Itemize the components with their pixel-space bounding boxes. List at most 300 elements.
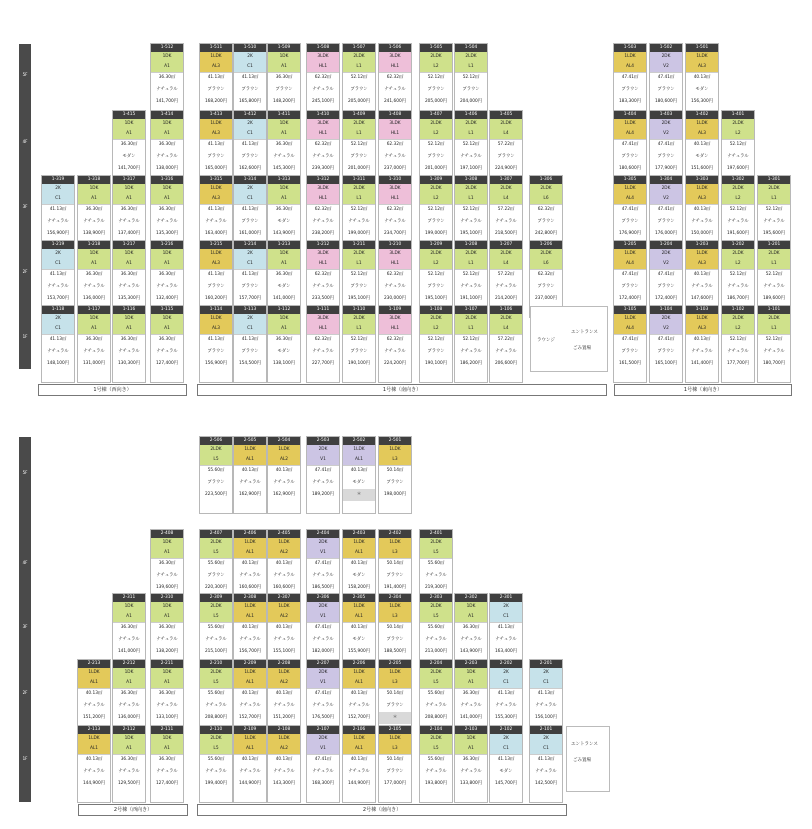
unit-plan-code: A1 bbox=[455, 744, 487, 755]
unit-number: 1-203 bbox=[686, 241, 718, 249]
unit-number: 1-312 bbox=[307, 176, 339, 184]
unit-2-204[interactable] bbox=[420, 660, 452, 736]
b2-floor-2: 2F bbox=[22, 690, 28, 695]
unit-rent: 204,000円 bbox=[459, 99, 483, 104]
unit-layout: 3LDK bbox=[379, 314, 411, 325]
unit-2-205[interactable] bbox=[379, 660, 411, 736]
unit-2-107[interactable] bbox=[307, 726, 339, 802]
unit-area: 41.13㎡ bbox=[49, 207, 67, 212]
unit-layout: 3LDK bbox=[379, 184, 411, 195]
unit-rent: 218,500円 bbox=[494, 231, 518, 236]
unit-2-203[interactable] bbox=[455, 660, 487, 736]
unit-layout: 2DK bbox=[650, 249, 682, 260]
unit-number: 1-511 bbox=[200, 44, 232, 52]
unit-color-scheme: ナチュラル bbox=[460, 219, 482, 224]
unit-plan-code: V2 bbox=[650, 129, 682, 140]
b2-floor-4: 4F bbox=[22, 560, 28, 565]
unit-color-scheme: ナチュラル bbox=[535, 769, 557, 774]
unit-layout: 1LDK bbox=[343, 538, 375, 549]
unit-number: 1-107 bbox=[455, 306, 487, 314]
unit-1-501[interactable] bbox=[686, 44, 718, 120]
unit-2-301[interactable] bbox=[490, 594, 522, 670]
unit-color-scheme: ナチュラル bbox=[273, 703, 295, 708]
unit-area: 36.30㎡ bbox=[120, 691, 138, 696]
unit-area: 47.41㎡ bbox=[621, 142, 639, 147]
unit-area: 41.13㎡ bbox=[241, 337, 259, 342]
unit-color-scheme: ブラウン bbox=[350, 284, 368, 289]
unit-color-scheme: ナチュラル bbox=[47, 349, 69, 354]
unit-plan-code: A1 bbox=[455, 678, 487, 689]
unit-number: 1-218 bbox=[78, 241, 110, 249]
unit-color-scheme: ブラウン bbox=[427, 87, 445, 92]
unit-1-102[interactable] bbox=[722, 306, 754, 382]
unit-number: 1-301 bbox=[758, 176, 790, 184]
unit-number: 2-307 bbox=[268, 594, 300, 602]
unit-plan-code: L2 bbox=[722, 259, 754, 270]
unit-number: 2-209 bbox=[234, 660, 266, 668]
unit-2-111[interactable] bbox=[151, 726, 183, 802]
unit-color-scheme: ナチュラル bbox=[495, 349, 517, 354]
unit-plan-code: AL1 bbox=[234, 744, 266, 755]
unit-plan-code: AL2 bbox=[268, 548, 300, 559]
unit-2-209[interactable] bbox=[234, 660, 266, 736]
unit-plan-code: L5 bbox=[200, 455, 232, 466]
unit-1-107[interactable] bbox=[455, 306, 487, 382]
unit-rent: 143,300円 bbox=[272, 781, 296, 786]
unit-layout: 2LDK bbox=[200, 602, 232, 613]
unit-layout: 2K bbox=[530, 734, 562, 745]
unit-area: 50.14㎡ bbox=[386, 691, 404, 696]
unit-rent: ＊ bbox=[379, 712, 411, 724]
unit-number: 1-411 bbox=[268, 111, 300, 119]
unit-plan-code: L4 bbox=[490, 129, 522, 140]
unit-rent: 201,000円 bbox=[424, 166, 448, 171]
unit-color-scheme: ナチュラル bbox=[118, 284, 140, 289]
unit-color-scheme: ブラウン bbox=[241, 349, 259, 354]
unit-plan-code: AL3 bbox=[200, 324, 232, 335]
unit-layout: 1DK bbox=[151, 52, 183, 63]
unit-layout: 3LDK bbox=[307, 52, 339, 63]
unit-rent: 143,900円 bbox=[272, 231, 296, 236]
unit-number: 2-303 bbox=[420, 594, 452, 602]
unit-color-scheme: ブラウン bbox=[537, 284, 555, 289]
unit-number: 2-213 bbox=[78, 660, 110, 668]
unit-area: 62.32㎡ bbox=[386, 272, 404, 277]
unit-1-117[interactable] bbox=[78, 306, 110, 382]
unit-number: 1-108 bbox=[420, 306, 452, 314]
unit-2-211[interactable] bbox=[151, 660, 183, 736]
unit-1-111[interactable] bbox=[307, 306, 339, 382]
unit-1-507[interactable] bbox=[343, 44, 375, 120]
unit-layout: 1LDK bbox=[268, 734, 300, 745]
unit-rent: 165,000円 bbox=[204, 166, 228, 171]
unit-color-scheme: ナチュラル bbox=[156, 87, 178, 92]
unit-number: 1-209 bbox=[420, 241, 452, 249]
unit-number: 2-207 bbox=[307, 660, 339, 668]
unit-area: 55.60㎡ bbox=[427, 757, 445, 762]
unit-area: 55.60㎡ bbox=[207, 561, 225, 566]
unit-2-113[interactable] bbox=[78, 726, 110, 802]
unit-area: 57.22㎡ bbox=[497, 272, 515, 277]
unit-plan-code: AL2 bbox=[268, 612, 300, 623]
unit-layout: 2DK bbox=[307, 734, 339, 745]
unit-2-302[interactable] bbox=[455, 594, 487, 670]
unit-2-505[interactable] bbox=[234, 437, 266, 513]
unit-area: 40.13㎡ bbox=[350, 691, 368, 696]
unit-layout: 2DK bbox=[650, 119, 682, 130]
unit-plan-code: L3 bbox=[379, 455, 411, 466]
unit-1-503[interactable] bbox=[614, 44, 646, 120]
unit-2-105[interactable] bbox=[379, 726, 411, 802]
unit-plan-code: L5 bbox=[200, 744, 232, 755]
unit-color-scheme: ナチュラル bbox=[273, 154, 295, 159]
unit-layout: 1DK bbox=[455, 668, 487, 679]
unit-color-scheme: ナチュラル bbox=[348, 769, 370, 774]
unit-number: 1-106 bbox=[490, 306, 522, 314]
unit-1-106[interactable] bbox=[490, 306, 522, 382]
unit-color-scheme: ナチュラル bbox=[763, 219, 785, 224]
unit-2-213[interactable] bbox=[78, 660, 110, 736]
unit-color-scheme: ナチュラル bbox=[535, 703, 557, 708]
unit-2-207[interactable] bbox=[307, 660, 339, 736]
unit-rent: 165,800円 bbox=[238, 99, 262, 104]
unit-1-508[interactable] bbox=[307, 44, 339, 120]
unit-plan-code: AL4 bbox=[614, 62, 646, 73]
unit-rent: 162,600円 bbox=[238, 166, 262, 171]
unit-rent: 141,000円 bbox=[459, 715, 483, 720]
unit-color-scheme: ブラウン bbox=[427, 349, 445, 354]
unit-number: 1-512 bbox=[151, 44, 183, 52]
unit-color-scheme: ナチュラル bbox=[118, 703, 140, 708]
unit-1-512[interactable] bbox=[151, 44, 183, 120]
unit-layout: 1DK bbox=[151, 602, 183, 613]
unit-number: 1-118 bbox=[42, 306, 74, 314]
unit-layout: 3LDK bbox=[379, 119, 411, 130]
unit-2-101[interactable] bbox=[530, 726, 562, 802]
unit-color-scheme: ブラウン bbox=[350, 154, 368, 159]
unit-number: 1-405 bbox=[490, 111, 522, 119]
unit-rent: 195,600円 bbox=[762, 231, 786, 236]
unit-color-scheme: ナチュラル bbox=[495, 219, 517, 224]
unit-rent: 156,900円 bbox=[46, 231, 70, 236]
unit-area: 36.30㎡ bbox=[158, 757, 176, 762]
unit-area: 36.30㎡ bbox=[158, 691, 176, 696]
unit-area: 36.30㎡ bbox=[120, 272, 138, 277]
unit-plan-code: A1 bbox=[113, 612, 145, 623]
unit-2-104[interactable] bbox=[420, 726, 452, 802]
unit-color-scheme: ナチュラル bbox=[118, 637, 140, 642]
unit-color-scheme: ナチュラル bbox=[691, 219, 713, 224]
unit-2-506[interactable] bbox=[200, 437, 232, 513]
unit-layout: 2LDK bbox=[420, 249, 452, 260]
unit-color-scheme: ナチュラル bbox=[312, 480, 334, 485]
unit-1-101[interactable] bbox=[758, 306, 790, 382]
unit-layout: 2K bbox=[234, 184, 266, 195]
unit-rent: 136,000円 bbox=[117, 715, 141, 720]
unit-color-scheme: ナチュラル bbox=[239, 573, 261, 578]
unit-rent: 199,000円 bbox=[424, 231, 448, 236]
unit-2-504[interactable] bbox=[268, 437, 300, 513]
unit-number: 2-113 bbox=[78, 726, 110, 734]
unit-rent: 191,100円 bbox=[459, 296, 483, 301]
unit-area: 52.12㎡ bbox=[350, 207, 368, 212]
unit-plan-code: L6 bbox=[530, 194, 562, 205]
unit-color-scheme: ナチュラル bbox=[727, 219, 749, 224]
unit-rent: 186,700円 bbox=[726, 296, 750, 301]
unit-1-114[interactable] bbox=[200, 306, 232, 382]
unit-plan-code: HL1 bbox=[307, 324, 339, 335]
unit-1-506[interactable] bbox=[379, 44, 411, 120]
unit-area: 55.60㎡ bbox=[427, 691, 445, 696]
unit-layout: 3LDK bbox=[379, 249, 411, 260]
unit-color-scheme: ブラウン bbox=[497, 154, 515, 159]
unit-area: 36.30㎡ bbox=[158, 561, 176, 566]
unit-2-310[interactable] bbox=[151, 594, 183, 670]
unit-plan-code: HL1 bbox=[379, 62, 411, 73]
unit-area: 47.41㎡ bbox=[621, 337, 639, 342]
unit-2-201[interactable] bbox=[530, 660, 562, 736]
unit-area: 62.32㎡ bbox=[386, 207, 404, 212]
unit-1-505[interactable] bbox=[420, 44, 452, 120]
unit-number: 1-415 bbox=[113, 111, 145, 119]
trash-label-b1: ごみ置場 bbox=[573, 346, 591, 351]
unit-rent: ＊ bbox=[343, 489, 375, 501]
unit-1-113[interactable] bbox=[234, 306, 266, 382]
unit-number: 2-101 bbox=[530, 726, 562, 734]
unit-plan-code: L2 bbox=[420, 324, 452, 335]
unit-area: 50.14㎡ bbox=[386, 468, 404, 473]
unit-area: 36.30㎡ bbox=[120, 207, 138, 212]
unit-rent: 180,600円 bbox=[618, 166, 642, 171]
unit-1-104[interactable] bbox=[650, 306, 682, 382]
unit-2-208[interactable] bbox=[268, 660, 300, 736]
unit-area: 55.60㎡ bbox=[427, 561, 445, 566]
unit-number: 1-313 bbox=[268, 176, 300, 184]
unit-2-503[interactable] bbox=[307, 437, 339, 513]
unit-color-scheme: ナチュラル bbox=[118, 219, 140, 224]
unit-rent: 130,300円 bbox=[117, 361, 141, 366]
unit-plan-code: L5 bbox=[200, 548, 232, 559]
caption-b2-west: 2号棟（西向き） bbox=[78, 804, 188, 816]
unit-2-308[interactable] bbox=[234, 594, 266, 670]
unit-layout: 2LDK bbox=[722, 249, 754, 260]
unit-area: 47.41㎡ bbox=[314, 625, 332, 630]
unit-number: 2-212 bbox=[113, 660, 145, 668]
unit-1-110[interactable] bbox=[343, 306, 375, 382]
unit-area: 52.12㎡ bbox=[462, 272, 480, 277]
unit-color-scheme: ナチュラル bbox=[348, 219, 370, 224]
unit-1-105[interactable] bbox=[614, 306, 646, 382]
unit-2-202[interactable] bbox=[490, 660, 522, 736]
unit-2-110[interactable] bbox=[200, 726, 232, 802]
unit-area: 62.32㎡ bbox=[314, 272, 332, 277]
unit-plan-code: AL3 bbox=[686, 194, 718, 205]
unit-number: 1-403 bbox=[650, 111, 682, 119]
unit-number: 2-202 bbox=[490, 660, 522, 668]
unit-rent: 143,900円 bbox=[459, 649, 483, 654]
unit-color-scheme: モダン bbox=[122, 154, 136, 159]
unit-area: 41.13㎡ bbox=[49, 272, 67, 277]
unit-2-309[interactable] bbox=[200, 594, 232, 670]
unit-layout: 1LDK bbox=[343, 668, 375, 679]
unit-1-509[interactable] bbox=[268, 44, 300, 120]
unit-area: 36.30㎡ bbox=[275, 75, 293, 80]
unit-color-scheme: ブラウン bbox=[207, 284, 225, 289]
unit-layout: 3LDK bbox=[307, 249, 339, 260]
unit-1-112[interactable] bbox=[268, 306, 300, 382]
unit-rent: 165,100円 bbox=[654, 361, 678, 366]
unit-area: 47.41㎡ bbox=[657, 207, 675, 212]
unit-number: 2-201 bbox=[530, 660, 562, 668]
unit-plan-code: HL1 bbox=[307, 62, 339, 73]
unit-color-scheme: ナチュラル bbox=[156, 154, 178, 159]
unit-2-109[interactable] bbox=[234, 726, 266, 802]
unit-1-115[interactable] bbox=[151, 306, 183, 382]
unit-area: 52.12㎡ bbox=[350, 142, 368, 147]
unit-rent: 127,400円 bbox=[155, 781, 179, 786]
unit-rent: 162,900円 bbox=[272, 492, 296, 497]
unit-color-scheme: ブラウン bbox=[427, 219, 445, 224]
unit-area: 57.22㎡ bbox=[497, 337, 515, 342]
unit-layout: 2LDK bbox=[758, 184, 790, 195]
unit-color-scheme: ナチュラル bbox=[312, 284, 334, 289]
unit-layout: 1DK bbox=[78, 249, 110, 260]
unit-plan-code: V1 bbox=[307, 744, 339, 755]
unit-layout: 1LDK bbox=[268, 602, 300, 613]
unit-2-303[interactable] bbox=[420, 594, 452, 670]
unit-area: 52.12㎡ bbox=[729, 142, 747, 147]
unit-rent: 139,600円 bbox=[155, 585, 179, 590]
unit-color-scheme: ブラウン bbox=[427, 154, 445, 159]
unit-2-212[interactable] bbox=[113, 660, 145, 736]
unit-number: 2-404 bbox=[307, 530, 339, 538]
unit-plan-code: A1 bbox=[151, 194, 183, 205]
unit-plan-code: A1 bbox=[268, 62, 300, 73]
unit-rent: 219,300円 bbox=[424, 585, 448, 590]
unit-layout: 1LDK bbox=[614, 249, 646, 260]
unit-rent: 189,600円 bbox=[762, 296, 786, 301]
unit-1-118[interactable] bbox=[42, 306, 74, 382]
unit-2-311[interactable] bbox=[113, 594, 145, 670]
unit-layout: 1LDK bbox=[379, 668, 411, 679]
unit-plan-code: C1 bbox=[490, 678, 522, 689]
unit-2-502[interactable] bbox=[343, 437, 375, 513]
unit-rent: 156,100円 bbox=[534, 715, 558, 720]
unit-area: 40.13㎡ bbox=[350, 468, 368, 473]
unit-1-103[interactable] bbox=[686, 306, 718, 382]
unit-plan-code: L1 bbox=[455, 324, 487, 335]
unit-layout: 2LDK bbox=[420, 668, 452, 679]
unit-plan-code: A1 bbox=[113, 129, 145, 140]
unit-2-304[interactable] bbox=[379, 594, 411, 670]
unit-rent: 138,000円 bbox=[155, 166, 179, 171]
unit-area: 47.41㎡ bbox=[657, 75, 675, 80]
unit-rent: 156,900円 bbox=[204, 361, 228, 366]
unit-2-102[interactable] bbox=[490, 726, 522, 802]
unit-area: 47.41㎡ bbox=[657, 337, 675, 342]
unit-layout: 2LDK bbox=[343, 249, 375, 260]
unit-color-scheme: ナチュラル bbox=[312, 769, 334, 774]
unit-plan-code: L2 bbox=[420, 129, 452, 140]
unit-rent: 168,300円 bbox=[311, 781, 335, 786]
unit-plan-code: L2 bbox=[420, 194, 452, 205]
unit-plan-code: V1 bbox=[307, 678, 339, 689]
unit-1-116[interactable] bbox=[113, 306, 145, 382]
unit-2-112[interactable] bbox=[113, 726, 145, 802]
unit-number: 1-303 bbox=[686, 176, 718, 184]
unit-2-306[interactable] bbox=[307, 594, 339, 670]
unit-area: 52.12㎡ bbox=[729, 207, 747, 212]
unit-plan-code: C1 bbox=[530, 744, 562, 755]
unit-number: 2-402 bbox=[379, 530, 411, 538]
unit-2-501[interactable] bbox=[379, 437, 411, 513]
unit-plan-code: L1 bbox=[343, 324, 375, 335]
unit-layout: 2LDK bbox=[343, 119, 375, 130]
unit-1-510[interactable] bbox=[234, 44, 266, 120]
unit-area: 62.32㎡ bbox=[314, 142, 332, 147]
unit-color-scheme: ナチュラル bbox=[47, 284, 69, 289]
lounge-label: ラウンジ bbox=[537, 338, 555, 343]
unit-area: 36.30㎡ bbox=[275, 207, 293, 212]
b1-floor-4: 4F bbox=[22, 139, 28, 144]
unit-1-504[interactable] bbox=[455, 44, 487, 120]
unit-1-502[interactable] bbox=[650, 44, 682, 120]
unit-area: 41.13㎡ bbox=[497, 691, 515, 696]
unit-plan-code: L2 bbox=[420, 259, 452, 270]
unit-number: 2-112 bbox=[113, 726, 145, 734]
unit-rent: 154,500円 bbox=[238, 361, 262, 366]
unit-layout: 2LDK bbox=[490, 119, 522, 130]
unit-number: 2-203 bbox=[455, 660, 487, 668]
unit-1-109[interactable] bbox=[379, 306, 411, 382]
unit-plan-code: A1 bbox=[113, 194, 145, 205]
unit-area: 62.32㎡ bbox=[386, 337, 404, 342]
unit-number: 2-405 bbox=[268, 530, 300, 538]
unit-2-210[interactable] bbox=[200, 660, 232, 736]
unit-number: 1-103 bbox=[686, 306, 718, 314]
unit-plan-code: L6 bbox=[530, 259, 562, 270]
unit-layout: 1DK bbox=[113, 184, 145, 195]
unit-2-206[interactable] bbox=[343, 660, 375, 736]
b2-floor-1: 1F bbox=[22, 756, 28, 761]
unit-rent: 208,800円 bbox=[204, 715, 228, 720]
unit-2-307[interactable] bbox=[268, 594, 300, 670]
unit-layout: 1DK bbox=[113, 668, 145, 679]
unit-color-scheme: ブラウン bbox=[462, 87, 480, 92]
unit-plan-code: AL3 bbox=[200, 62, 232, 73]
unit-number: 1-102 bbox=[722, 306, 754, 314]
unit-2-108[interactable] bbox=[268, 726, 300, 802]
unit-rent: 142,500円 bbox=[534, 781, 558, 786]
unit-layout: 2LDK bbox=[490, 314, 522, 325]
unit-1-108[interactable] bbox=[420, 306, 452, 382]
unit-rent: 152,700円 bbox=[347, 715, 371, 720]
unit-layout: 1LDK bbox=[234, 538, 266, 549]
unit-plan-code: AL3 bbox=[200, 259, 232, 270]
unit-area: 36.30㎡ bbox=[120, 757, 138, 762]
unit-layout: 1DK bbox=[151, 734, 183, 745]
unit-color-scheme: ブラウン bbox=[537, 219, 555, 224]
unit-area: 40.13㎡ bbox=[275, 561, 293, 566]
unit-color-scheme: ナチュラル bbox=[425, 703, 447, 708]
unit-2-305[interactable] bbox=[343, 594, 375, 670]
unit-2-103[interactable] bbox=[455, 726, 487, 802]
unit-2-106[interactable] bbox=[343, 726, 375, 802]
unit-plan-code: AL4 bbox=[614, 129, 646, 140]
unit-rent: 161,500円 bbox=[618, 361, 642, 366]
unit-layout: 2K bbox=[490, 668, 522, 679]
unit-1-511[interactable] bbox=[200, 44, 232, 120]
